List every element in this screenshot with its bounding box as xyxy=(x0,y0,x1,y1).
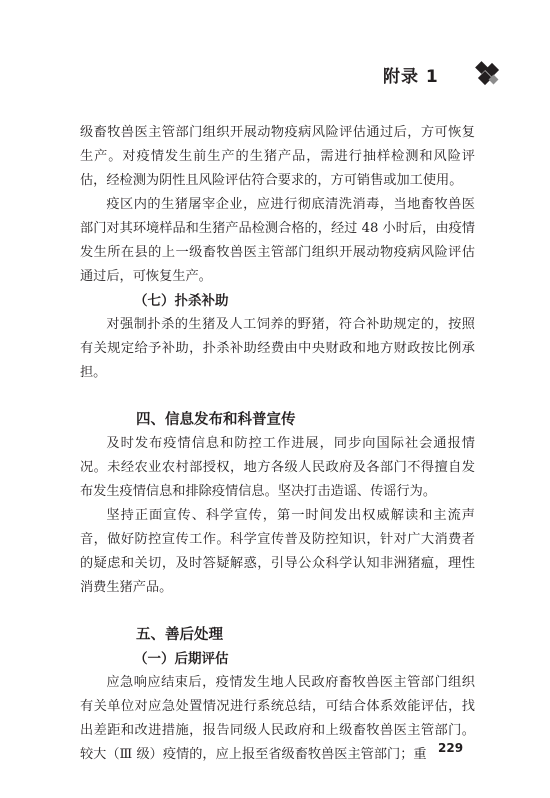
paragraph: 级畜牧兽医主管部门组织开展动物疫病风险评估通过后，方可恢复生产。对疫情发生前生产的生猪产品，需进行抽样检测和风险评估，经检测为阴性且风险评估符合要求的，方可销售或加工使用。 xyxy=(80,125,475,188)
diamond-ornament-icon xyxy=(475,61,501,87)
paragraph: 疫区内的生猪屠宰企业，应进行彻底清洗消毒，当地畜牧兽医部门对其环境样品和生猪产品检测合格的，经过 48 小时后，由疫情发生所在县的上一级畜牧兽医主管部门组织开展动物疫病风险评估通过后，可恢复生产。 xyxy=(80,197,475,284)
section-heading: 四、信息发布和科普宣传 xyxy=(136,412,296,428)
header-title: 附录 1 xyxy=(383,66,439,87)
page-number: 229 xyxy=(438,741,464,755)
running-header xyxy=(383,61,503,87)
paragraph: 及时发布疫情信息和防控工作进展，同步向国际社会通报情况。未经农业农村部授权，地方各级人民政府及各部门不得擅自发布发生疫情信息和排除疫情信息。坚决打击造谣、传谣行为。 xyxy=(80,436,475,499)
paragraph: 应急响应结束后，疫情发生地人民政府畜牧兽医主管部门组织有关单位对应急处置情况进行系统总结，可结合体系效能评估，找出差距和改进措施，报告同级人民政府和上级畜牧兽医主管部门。较大（Ⅲ 级）疫情的，应上报至省级畜牧兽医主管部门；重 xyxy=(80,675,475,762)
paragraph: 坚持正面宣传、科学宣传，第一时间发出权威解读和主流声音，做好防控宣传工作。科学宣传普及防控知识，针对广大消费者的疑虑和关切，及时答疑解惑，引导公众科学认知非洲猪瘟，理性消费生猪产品。 xyxy=(80,508,475,595)
section-heading: 五、善后处理 xyxy=(136,627,223,643)
page-body xyxy=(80,121,475,767)
subsection-heading: （七）扑杀补助 xyxy=(134,293,229,309)
paragraph: 对强制扑杀的生猪及人工饲养的野猪，符合补助规定的，按照有关规定给予补助，扑杀补助经费由中央财政和地方财政按比例承担。 xyxy=(80,317,475,380)
subsection-heading: （一）后期评估 xyxy=(134,651,229,667)
